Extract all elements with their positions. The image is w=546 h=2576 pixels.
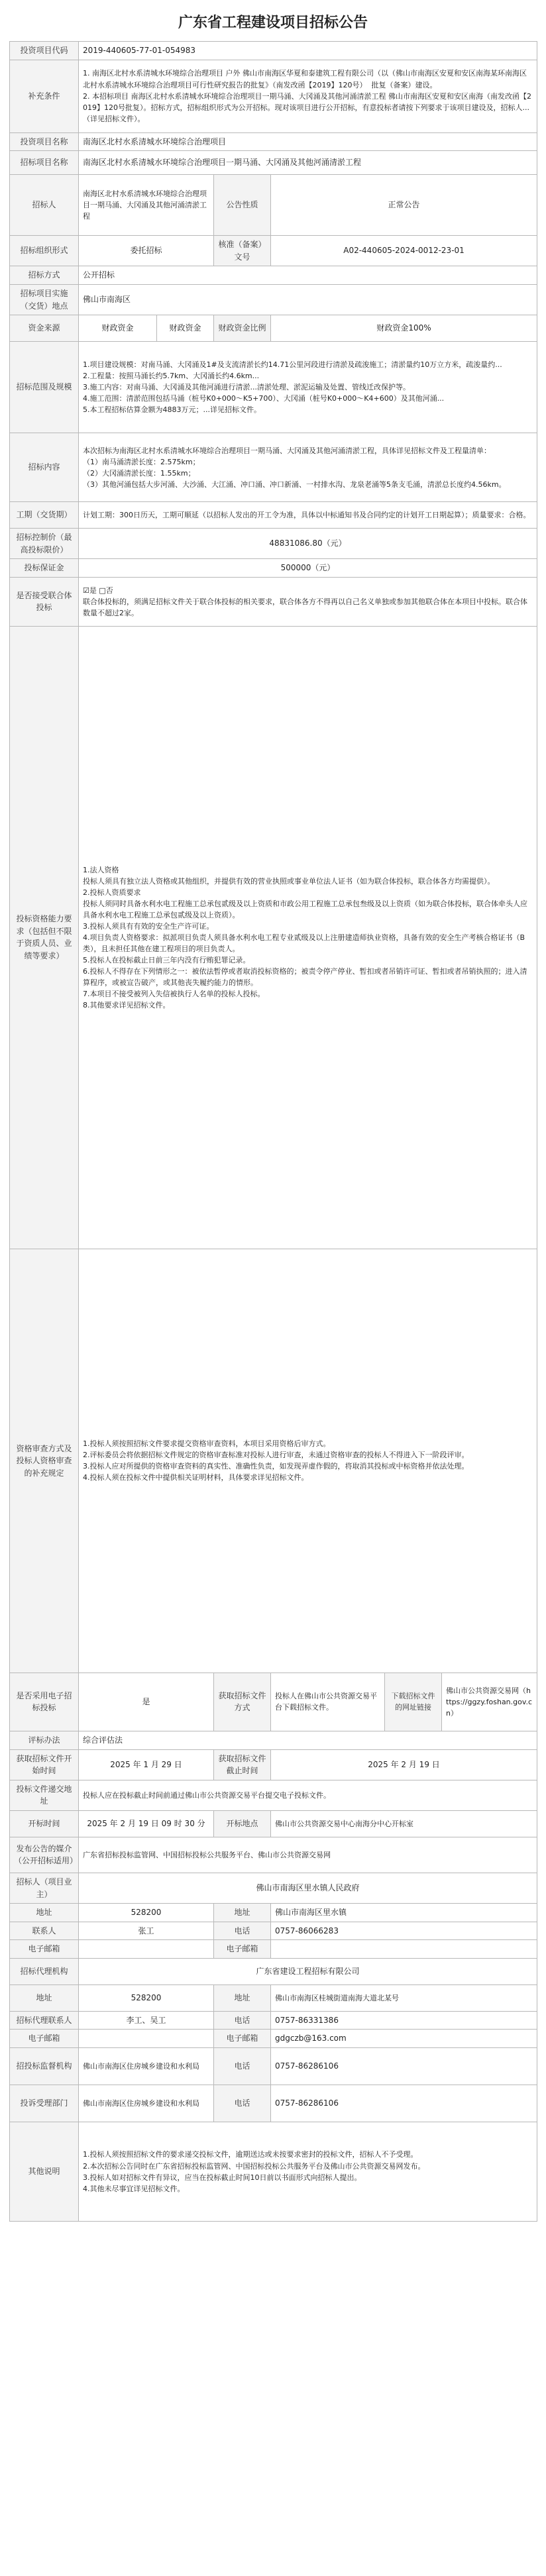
label-qualification: 投标资格能力要求（包括但不限于资质人员、业绩等要求） — [10, 626, 79, 1249]
value-supervisor: 佛山市南海区住房城乡建设和水利局 — [79, 2048, 214, 2085]
value-fund-type-a-2: 财政资金 — [157, 315, 214, 342]
label-agency-address-2: 地址 — [214, 1984, 271, 2011]
label-approval-no: 核准（备案）文号 — [214, 236, 271, 266]
value-max-price: 48831086.80（元） — [79, 529, 537, 559]
value-fund-ratio: 财政资金100% — [271, 315, 537, 342]
value-bid-guarantee: 500000（元） — [79, 559, 537, 578]
label-fund-source: 资金来源 — [10, 315, 79, 342]
value-tender-method: 公开招标 — [79, 266, 537, 285]
notice-table — [9, 41, 537, 2222]
value-owner: 佛山市南海区里水镇人民政府 — [79, 1873, 537, 1903]
label-agency: 招标代理机构 — [10, 1958, 79, 1984]
value-notice-nature: 正常公告 — [271, 175, 537, 236]
value-agency-contact: 李工、吴工 — [79, 2011, 214, 2030]
label-e-bid: 是否采用电子招标投标 — [10, 1673, 79, 1731]
label-supplement: 补充条件 — [10, 60, 79, 132]
value-project-code: 2019-440605-77-01-054983 — [79, 42, 537, 60]
value-owner-email — [79, 1940, 214, 1959]
label-supervisor: 招投标监督机构 — [10, 2048, 79, 2085]
label-owner-address-2: 地址 — [214, 1904, 271, 1922]
label-owner-email: 电子邮箱 — [10, 1940, 79, 1959]
value-tender-org-form: 委托招标 — [79, 236, 214, 266]
label-project-code: 投资项目代码 — [10, 42, 79, 60]
page-title: 广东省工程建设项目招标公告 — [178, 15, 368, 31]
value-doc-end: 2025 年 2 月 19 日 — [271, 1749, 537, 1780]
label-location: 招标项目实施（交货）地点 — [10, 284, 79, 315]
value-approval-no: A02-440605-2024-0012-23-01 — [271, 236, 537, 266]
label-supervisor-phone: 电话 — [214, 2048, 271, 2085]
label-tenderee: 招标人 — [10, 175, 79, 236]
label-owner-address: 地址 — [10, 1904, 79, 1922]
label-owner: 招标人（项目业主） — [10, 1873, 79, 1903]
label-agency-address: 地址 — [10, 1984, 79, 2011]
label-duration: 工期（交货期） — [10, 502, 79, 529]
label-doc-end: 获取招标文件截止时间 — [214, 1749, 271, 1780]
value-scope: 1.项目建设规模：对南马涌、大冈涌及1#及支流清淤长约14.71公里河段进行清淤及疏浚施工；清淤量约10万立方米，疏浚量约... 2.工程量：按照马涌长约5.7km、大冈涌长约4.6km... 3.施工内容：对南马涌、大冈涌及其他河涌进行清淤...清淤处理、淤泥运输及处置、管线迁改保护等。 4.施工范围：清淤范围包括马涌（桩号K0+000～K5+700）、大冈涌（桩号K0+000～K4+600）及其他河涌... 5.本工程招标估算金额为4883万元；...详见招标文件。 — [79, 342, 537, 433]
label-publish-media: 发布公告的媒介（公开招标适用） — [10, 1837, 79, 1873]
label-fund-ratio: 财政资金比例 — [214, 315, 271, 342]
label-max-price: 招标控制价（最高投标限价） — [10, 529, 79, 559]
value-download-url[interactable]: 佛山市公共资源交易网（https://ggzy.foshan.gov.cn） — [442, 1673, 537, 1731]
value-performance: 1.投标人须按照招标文件要求提交资格审查资料，本项目采用资格后审方式。 2.评标委员会将依据招标文件规定的资格审查标准对投标人进行审查，未通过资格审查的投标人不得进入下一阶段评审。 3.投标人应对所提供的资格审查资料的真实性、准确性负责，如发现弄虚作假的，将取消其投标或中标资格并依法处理。 4.投标人须在投标文件中提供相关证明材料，具体要求详见招标文件。 — [79, 1249, 537, 1673]
value-owner-address: 佛山市南海区里水镇 — [271, 1904, 537, 1922]
label-agency-phone: 电话 — [214, 2011, 271, 2030]
value-supervisor-dept: 佛山市南海区住房城乡建设和水利局 — [79, 2085, 214, 2122]
label-content: 招标内容 — [10, 433, 79, 502]
value-duration: 计划工期：300日历天，工期可顺延（以招标人发出的开工令为准，具体以中标通知书及合同约定的计划开工日期起算）；质量要求：合格。 — [79, 502, 537, 529]
label-open-time: 开标时间 — [10, 1810, 79, 1837]
value-owner-contact: 张工 — [79, 1922, 214, 1940]
value-owner-email-2 — [271, 1940, 537, 1959]
value-qualification: 1.法人资格 投标人须具有独立法人资格或其他组织，并提供有效的营业执照或事业单位法人证书（如为联合体投标，联合体各方均需提供）。 2.投标人资质要求 投标人须同时具备水利水电工程施工总承包贰级及以上资质和市政公用工程施工总承包叁级及以上资质（如为联合体投标，联合体牵头人应具备水利水电工程施工总承包贰级及以上资质）。 3.投标人须具有有效的安全生产许可证。 4.项目负责人资格要求：拟派项目负责人须具备水利水电工程专业贰级及以上注册建造师执业资格，具备有效的安全生产考核合格证书（B类），且未担任其他在建工程项目的项目负责人。 5.投标人在投标截止日前三年内没有行贿犯罪记录。 6.投标人不得存在下列情形之一：被依法暂停或者取消投标资格的；被责令停产停业、暂扣或者吊销许可证、暂扣或者吊销执照的；进入清算程序，或被宣告破产，或其他丧失履约能力的情形。 7.本项目不接受被列入失信被执行人名单的投标人投标。 8.其他要求详见招标文件。 — [79, 626, 537, 1249]
label-get-method: 获取招标文件方式 — [214, 1673, 271, 1731]
value-consortium: ☑是 □否 联合体投标的，须满足招标文件关于联合体投标的相关要求，联合体各方不得再以自己名义单独或参加其他联合体在本项目中投标。联合体数量不超过2家。 — [79, 577, 537, 626]
label-tender-org-form: 招标组织形式 — [10, 236, 79, 266]
label-tender-method: 招标方式 — [10, 266, 79, 285]
label-consortium: 是否接受联合体投标 — [10, 577, 79, 626]
value-eval-method: 综合评估法 — [79, 1731, 537, 1749]
label-submit-place: 投标文件递交地址 — [10, 1780, 79, 1810]
label-owner-contact: 联系人 — [10, 1922, 79, 1940]
label-open-place: 开标地点 — [214, 1810, 271, 1837]
value-supervisor-phone: 0757-86286106 — [271, 2048, 537, 2085]
label-owner-email-2: 电子邮箱 — [214, 1940, 271, 1959]
value-open-time: 2025 年 2 月 19 日 09 时 30 分 — [79, 1810, 214, 1837]
label-scope: 招标范围及规模 — [10, 342, 79, 433]
value-get-method: 投标人在佛山市公共资源交易平台下载招标文件。 — [271, 1673, 385, 1731]
value-publish-media: 广东省招标投标监管网、中国招标投标公共服务平台、佛山市公共资源交易网 — [79, 1837, 537, 1873]
value-submit-place: 投标人应在投标截止时间前通过佛山市公共资源交易平台提交电子投标文件。 — [79, 1780, 537, 1810]
value-agency-phone: 0757-86331386 — [271, 2011, 537, 2030]
label-download-url: 下载招标文件的网址链接 — [385, 1673, 442, 1731]
label-tender-project-name: 招标项目名称 — [10, 151, 79, 175]
value-location: 佛山市南海区 — [79, 284, 537, 315]
value-tender-project-name: 南海区北村水系清城水环境综合治理项目一期马涌、大冈涌及其他河涌清淤工程 — [79, 151, 537, 175]
label-agency-email: 电子邮箱 — [10, 2030, 79, 2048]
value-tenderee: 南海区北村水系清城水环境综合治理项目一期马涌、大冈涌及其他河涌清淤工程 — [79, 175, 214, 236]
value-fund-type-a: 财政资金 — [79, 315, 157, 342]
label-eval-method: 评标办法 — [10, 1731, 79, 1749]
value-notes: 1.投标人须按照招标文件的要求递交投标文件，逾期送达或未按要求密封的投标文件，招标人不予受理。 2.本次招标公告同时在广东省招标投标监管网、中国招标投标公共服务平台及佛山市公共资源交易网发布。 3.投标人如对招标文件有异议，应当在投标截止时间10日前以书面形式向招标人提出。 4.其他未尽事宜详见招标文件。 — [79, 2122, 537, 2222]
value-supervisor-dept-phone: 0757-86286106 — [271, 2085, 537, 2122]
value-agency-postcode: 528200 — [79, 1984, 214, 2011]
label-performance: 资格审查方式及投标人资格审查的补充规定 — [10, 1249, 79, 1673]
label-owner-phone: 电话 — [214, 1922, 271, 1940]
value-open-place: 佛山市公共资源交易中心南海分中心开标室 — [271, 1810, 537, 1837]
label-supervisor-dept-phone: 电话 — [214, 2085, 271, 2122]
value-owner-postcode: 528200 — [79, 1904, 214, 1922]
value-e-bid: 是 — [79, 1673, 214, 1731]
value-content: 本次招标为南海区北村水系清城水环境综合治理项目一期马涌、大冈涌及其他河涌清淤工程，具体详见招标文件及工程量清单： （1）南马涌清淤长度：2.575km； （2）大冈涌清淤长度：1.55km； （3）其他河涌包括大步河涌、大沙涌、大江涌、冲口涌、冲口新涌、一村排水沟、龙泉老涌等5条支毛涌，清淤总长度约4.56km。 — [79, 433, 537, 502]
label-notice-nature: 公告性质 — [214, 175, 271, 236]
value-agency: 广东省建设工程招标有限公司 — [79, 1958, 537, 1984]
label-project-name: 投资项目名称 — [10, 132, 79, 151]
value-project-name: 南海区北村水系清城水环境综合治理项目 — [79, 132, 537, 151]
value-doc-start: 2025 年 1 月 29 日 — [79, 1749, 214, 1780]
label-notes: 其他说明 — [10, 2122, 79, 2222]
value-owner-phone: 0757-86066283 — [271, 1922, 537, 1940]
label-doc-start: 获取招标文件开始时间 — [10, 1749, 79, 1780]
value-supplement: 1. 南海区北村水系清城水环境综合治理项目 户外 佛山市南海区华夏和泰建筑工程有限公司（以（佛山市南海区安夏和安区南海某环南海区北村水系清城水环境综合治理项目可行性研究报告的批复》（南发改函【2019】120号） 批复（备案）建设。 2. 本招标项目 南海区北村水系清城水环境综合治理项目一期马涌、大冈涌及其他河涌清淤工程 佛山市南海区安夏和安区南海（南发改函【2019】120号批复）。招标方式，招标组织形式为公开招标。现对该项目进行公开招标，有意投标者请按下列要求于该项目建设及，招标人...（详见招标文件）。 — [79, 60, 537, 132]
label-agency-email-2: 电子邮箱 — [214, 2030, 271, 2048]
label-bid-guarantee: 投标保证金 — [10, 559, 79, 578]
label-supervisor-dept: 投诉受理部门 — [10, 2085, 79, 2122]
value-agency-address: 佛山市南海区桂城街道南海大道北某号 — [271, 1984, 537, 2011]
label-agency-contact: 招标代理联系人 — [10, 2011, 79, 2030]
value-agency-email: gdgczb@163.com — [271, 2030, 537, 2048]
value-agency-email-blank — [79, 2030, 214, 2048]
